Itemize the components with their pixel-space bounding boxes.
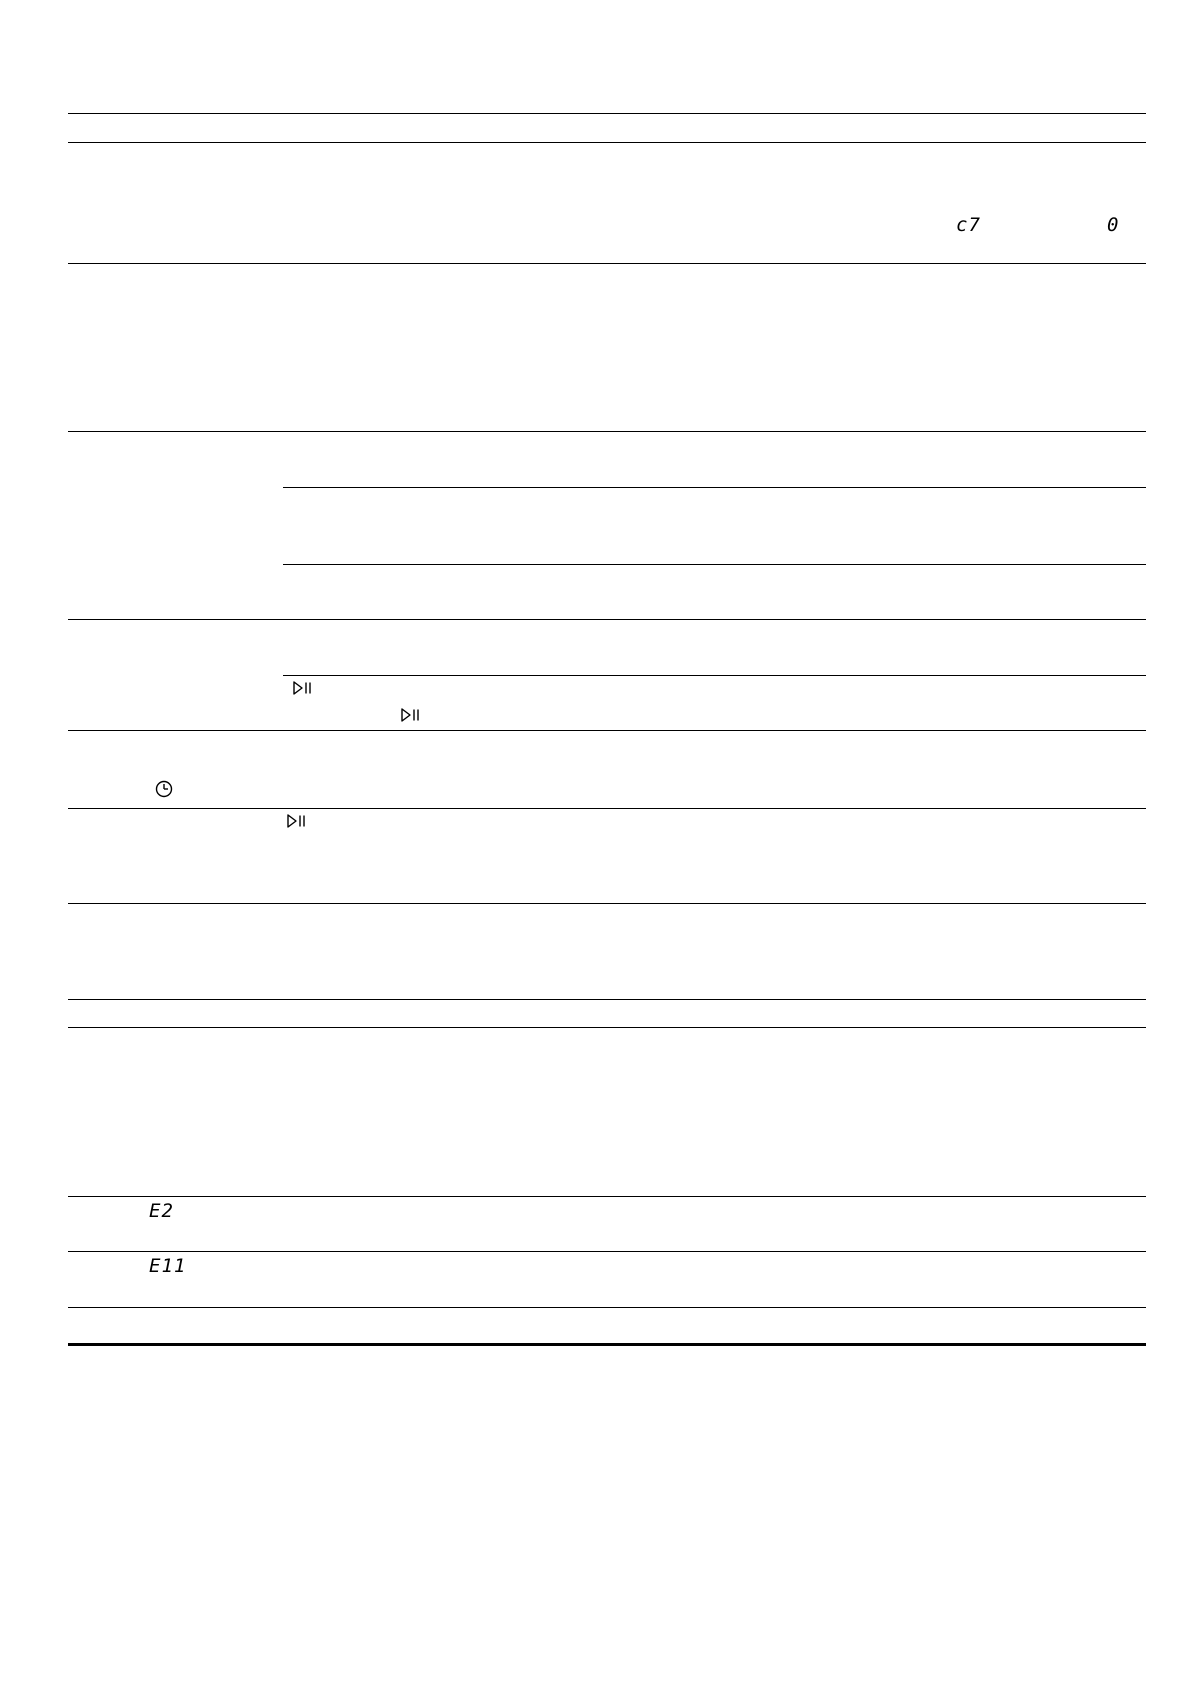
clock-icon — [155, 780, 173, 798]
row-divider-5 — [68, 808, 1146, 809]
play-pause-icon — [401, 708, 421, 722]
play-pause-icon — [287, 814, 307, 828]
table-top-rule — [68, 113, 1146, 114]
row-divider-3 — [68, 619, 1146, 620]
display-code-zero: 0 — [1107, 214, 1120, 236]
section-header-rule — [68, 1027, 1146, 1028]
error-code-e2: E2 — [149, 1200, 174, 1222]
sub-row-divider-2b — [283, 564, 1146, 565]
row-divider-4 — [68, 730, 1146, 731]
sub-row-divider-2a — [283, 487, 1146, 488]
row-divider-6 — [68, 903, 1146, 904]
table-header-rule — [68, 142, 1146, 143]
table-bottom-rule — [68, 1343, 1146, 1346]
play-pause-icon — [293, 681, 313, 695]
display-code-c7: c7 — [956, 214, 981, 236]
row-divider-1 — [68, 263, 1146, 264]
error-code-e11: E11 — [149, 1255, 187, 1277]
sub-row-divider-3a — [283, 675, 1146, 676]
row-divider-7 — [68, 1196, 1146, 1197]
row-divider-8 — [68, 1251, 1146, 1252]
row-divider-2 — [68, 431, 1146, 432]
section-top-rule — [68, 999, 1146, 1000]
row-divider-9 — [68, 1307, 1146, 1308]
